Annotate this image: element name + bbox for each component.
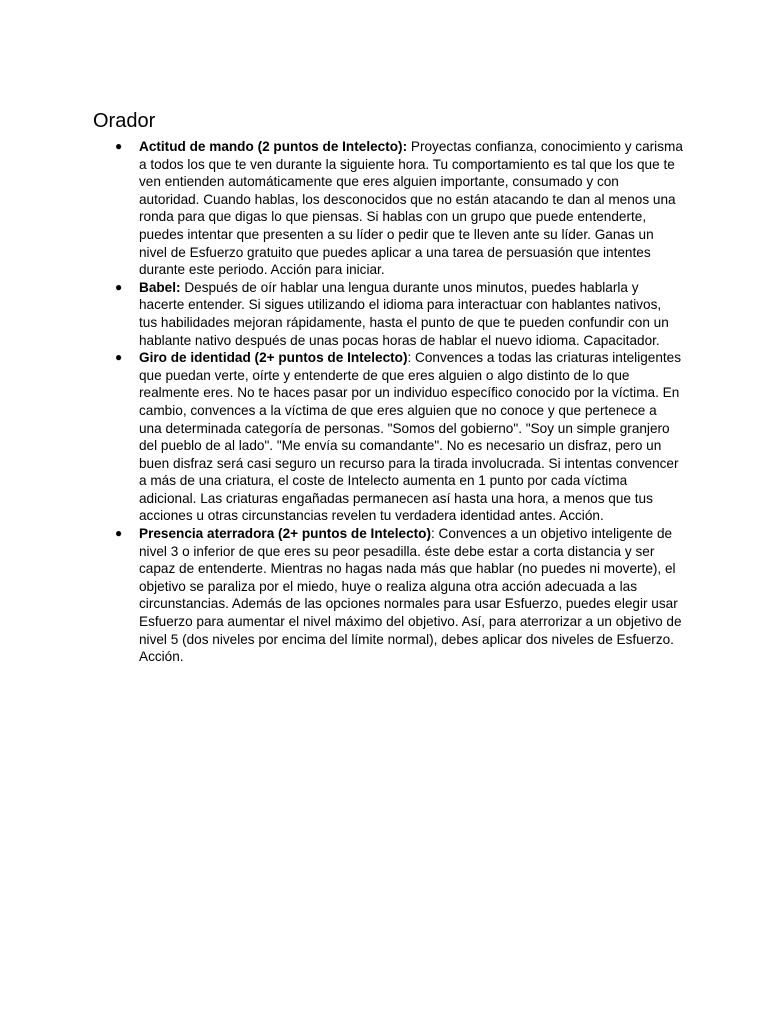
ability-description: Proyectas confianza, conocimiento y carisma a todos los que te ven durante la siguiente hora. Tu comportamiento es tal que los que te ven entienden automáticamente que eres alguien importante, consumado y con autoridad. Cuando hablas, los desconocidos que no están atacando te dan al menos una ronda para que digas lo que piensas. Si hablas con un grupo que puede entenderte, puedes intentar que presenten a su líder o pedir que te lleven ante su líder. Ganas un nivel de Esfuerzo gratuito que puedes aplicar a una tarea de persuasión que intentes durante este periodo. Acción para iniciar. bbox=[139, 139, 683, 278]
ability-description: : Convences a un objetivo inteligente de nivel 3 o inferior de que eres su peor pesadilla. éste debe estar a corta distancia y ser capaz de entenderte. Mientras no hagas nada más que hablar (no puedes ni moverte), el objetivo se paraliza por el miedo, huye o realiza alguna otra acción adecuada a las circunstancias. Además de las opciones normales para usar Esfuerzo, puedes elegir usar Esfuerzo para aumentar el nivel máximo del objetivo. Así, para aterrorizar a un objetivo de nivel 5 (dos niveles por encima del límite normal), debes aplicar dos niveles de Esfuerzo. Acción. bbox=[139, 526, 682, 665]
bullet-icon: ● bbox=[115, 350, 123, 365]
bullet-icon: ● bbox=[115, 526, 123, 541]
ability-name: Presencia aterradora (2+ puntos de Intelecto) bbox=[139, 526, 431, 542]
list-item bbox=[93, 138, 683, 279]
ability-name: Actitud de mando (2 puntos de Intelecto): bbox=[139, 139, 408, 154]
document-page bbox=[93, 108, 683, 666]
bullet-icon: ● bbox=[115, 279, 123, 294]
ability-list bbox=[93, 138, 683, 666]
ability-name: Babel: bbox=[139, 279, 181, 295]
ability-name: Giro de identidad (2+ puntos de Intelecto) bbox=[139, 350, 408, 366]
page-title: Orador bbox=[93, 110, 156, 132]
ability-description: : Convences a todas las criaturas inteligentes que puedan verte, oírte y entenderte de que eres alguien o algo distinto de lo que realmente eres. No te haces pasar por un individuo específico conocido por la víctima. En cambio, convences a la víctima de que eres alguien que no conoce y que pertenece a una determinada categoría de personas. "Somos del gobierno". "Soy un simple granjero del pueblo de al lado". "Me envía su comandante". No es necesario un disfraz, pero un buen disfraz será casi seguro un recurso para la tirada involucrada. Si intentas convencer a más de una criatura, el coste de Intelecto aumenta en 1 punto por cada víctima adicional. Las criaturas engañadas permanecen así hasta una hora, a menos que tus acciones u otras circunstancias revelen tu verdadera identidad antes. Acción. bbox=[139, 350, 682, 524]
bullet-icon: ● bbox=[115, 139, 123, 153]
list-item bbox=[93, 349, 683, 525]
list-item bbox=[93, 525, 683, 666]
ability-description: Después de oír hablar una lengua durante unos minutos, puedes hablarla y hacerte entender. Si sigues utilizando el idioma para interactuar con hablantes nativos, tus habilidades mejoran rápidamente, hasta el punto de que te pueden confundir con un hablante nativo después de unas pocas horas de hablar el nuevo idioma. Capacitador. bbox=[139, 279, 669, 348]
list-item bbox=[93, 279, 683, 349]
